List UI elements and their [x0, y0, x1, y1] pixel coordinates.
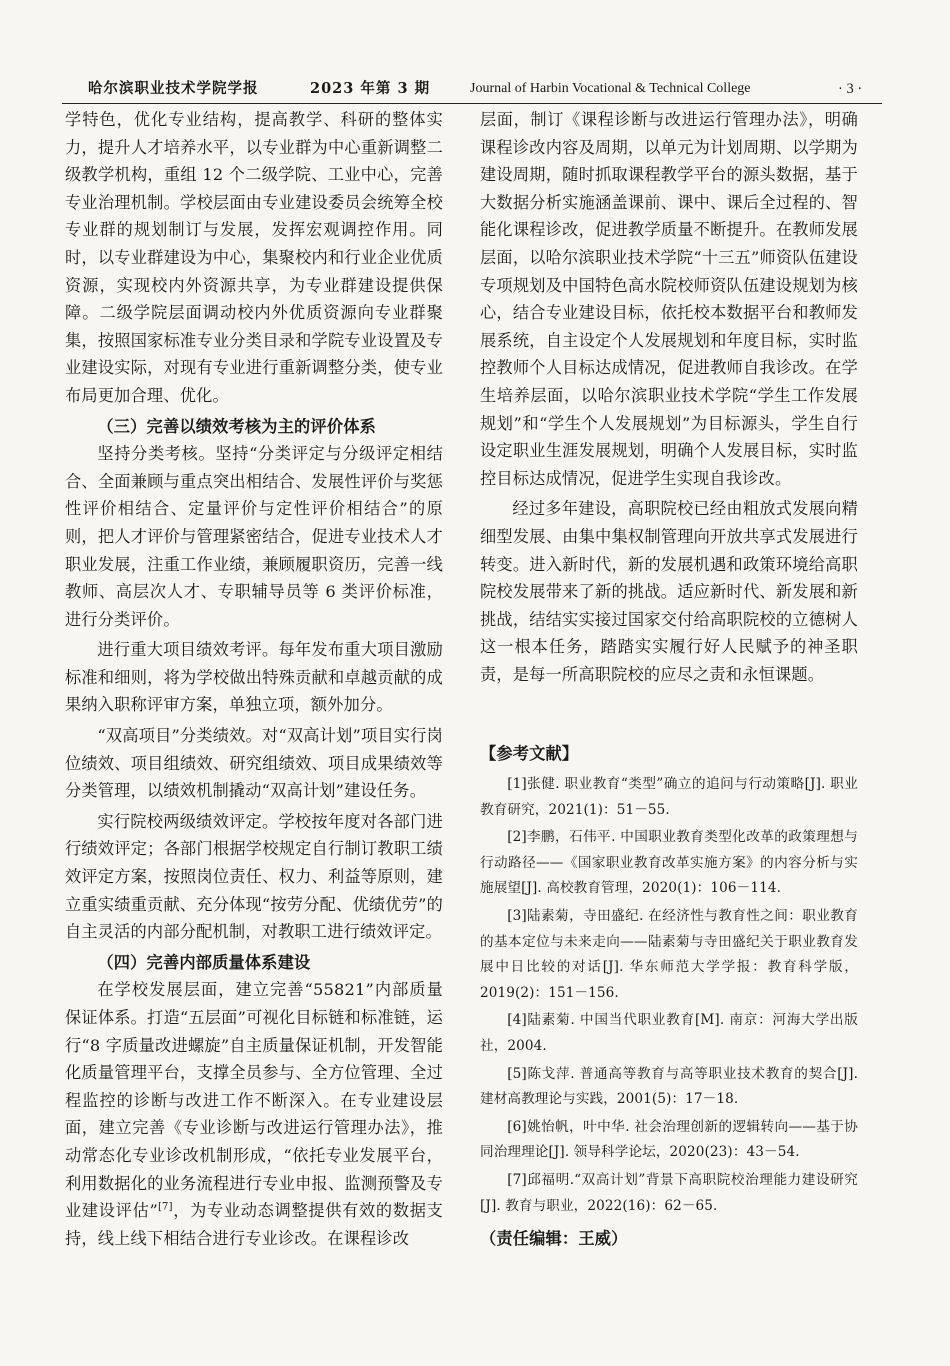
paragraph: “双高项目”分类绩效。对“双高计划”项目实行岗位绩效、项目组绩效、研究组绩效、项目成果绩效等分类管理，以绩效机制撬动“双高计划”建设任务。 [65, 726, 443, 801]
responsible-editor: （责任编辑：王威） [480, 1229, 628, 1249]
reference-item: [4]陆素菊. 中国当代职业教育[M]. 南京：河海大学出版社，2004. [480, 1012, 858, 1054]
section-heading: （三）完善以绩效考核为主的评价体系 [97, 416, 376, 436]
references-heading: 【参考文献】 [480, 744, 579, 764]
reference-item: [2]李鹏，石伟平. 中国职业教育类型化改革的政策理想与行动路径——《国家职业教育改革实施方案》的内容分析与实施展望[J]. 高校教育管理，2020(1)：106－114. [480, 829, 858, 897]
left-column [65, 106, 443, 1252]
reference-item: [3]陆素菊，寺田盛纪. 在经济性与教育性之间：职业教育的基本定位与未来走向——陆素菊与寺田盛纪关于职业教育发展中日比较的对话[J]. 华东师范大学学报：教育科学版，2019(2)：151－156. [480, 908, 858, 1001]
journal-name-en: Journal of Harbin Vocational & Technical College [470, 81, 751, 96]
paragraph [65, 976, 443, 1252]
section-heading: （四）完善内部质量体系建设 [97, 952, 311, 972]
reference-item: [6]姚怡帆，叶中华. 社会治理创新的逻辑转向——基于协同治理理论[J]. 领导科学论坛，2020(23)：43－54. [480, 1118, 858, 1161]
running-header [62, 78, 882, 104]
right-column [480, 106, 858, 1253]
reference-item: [7]邱福明.“双高计划”背景下高职院校治理能力建设研究[J]. 教育与职业，2022(16)：62－65. [480, 1171, 858, 1214]
paragraph: 进行重大项目绩效考评。每年发布重大项目激励标准和细则，将为学校做出特殊贡献和卓越贡献的成果纳入职称评审方案，单独立项，额外加分。 [65, 640, 443, 715]
reference-item: [1]张健. 职业教育“类型”确立的追问与行动策略[J]. 职业教育研究，2021(1)：51－55. [480, 776, 858, 818]
paragraph-text: ，为专业动态调整提供有效的数据支持，线上线下相结合进行专业诊改。在课程诊改 [65, 1201, 444, 1248]
issue-label: 2023 年第 3 期 [310, 80, 431, 97]
paragraph: 坚持分类考核。坚持“分类评定与分级评定相结合、全面兼顾与重点突出相结合、发展性评价与奖惩性评价相结合、定量评价与定性评价相结合”的原则，把人才评价与管理紧密结合，促进专业技术人才职业发展，注重工作业绩，兼顾履职资历，完善一线教师、高层次人才、专职辅导员等 6 类评价标准，进行分类评价。 [65, 444, 443, 629]
page-number: · 3 · [838, 81, 863, 97]
paragraph: 实行院校两级绩效评定。学校按年度对各部门进行绩效评定；各部门根据学校规定自行制订教职工绩效评定方案，按照岗位责任、权力、利益等原则，建立重实绩重贡献、充分体现“按劳分配、优绩优劳”的自主灵活的内部分配机制，对教职工进行绩效评定。 [65, 811, 443, 942]
paragraph-text: 在学校发展层面，建立完善“55821”内部质量保证体系。打造“五层面”可视化目标链和标准链，运行“8 字质量改进螺旋”自主质量保证机制，开发智能化质量管理平台，支撑全员参与、全方位管理、全过程监控的诊断与改进工作不断深入。在专业建设层面，建立完善《专业诊断与改进运行管理办法》，推动常态化专业诊改机制形成，“依托专业发展平台，利用数据化的业务流程进行专业申报、监测预警及专业建设评估” [65, 980, 443, 1221]
journal-name-cn: 哈尔滨职业技术学院学报 [88, 80, 259, 97]
paragraph: 层面，制订《课程诊断与改进运行管理办法》，明确课程诊改内容及周期，以单元为计划周期、以学期为建设周期，随时抓取课程教学平台的源头数据，基于大数据分析实施涵盖课前、课中、课后全过程的、智能化课程诊改，促进教学质量不断提升。在教师发展层面，以哈尔滨职业技术学院“十三五”师资队伍建设专项规划及中国特色高水院校师资队伍建设规划为核心，结合专业建设目标，依托校本数据平台和教师发展系统，自主设定个人发展规划和年度目标，实时监控教师个人目标达成情况，促进教师自我诊改。在学生培养层面，以哈尔滨职业技术学院“学生工作发展规划”和“学生个人发展规划”为目标源头，学生自行设定职业生涯发展规划，明确个人发展目标，实时监控目标达成情况，促进学生实现自我诊改。 [480, 110, 858, 488]
reference-item: [5]陈戈萍. 普通高等教育与高等职业技术教育的契合[J]. 建材高教理论与实践，2001(5)：17－18. [480, 1065, 858, 1108]
citation-marker: [7] [157, 1201, 173, 1213]
paragraph: 学特色，优化专业结构，提高教学、科研的整体实力，提升人才培养水平，以专业群为中心重新调整二级教学机构，重组 12 个二级学院、工业中心，完善专业治理机制。学校层面由专业建设委员会统筹全校专业群的规划制订与发展，发挥宏观调控作用。同时，以专业群建设为中心，集聚校内和行业企业优质资源，实现校内外资源共享，为专业群建设提供保障。二级学院层面调动校内外优质资源向专业群聚集，按照国家标准专业分类目录和学院专业设置及专业建设实际，对现有专业进行重新调整分类，使专业布局更加合理、优化。 [65, 110, 443, 405]
paragraph: 经过多年建设，高职院校已经由粗放式发展向精细型发展、由集中集权制管理向开放共享式发展进行转变。进入新时代，新的发展机遇和政策环境给高职院校发展带来了新的挑战。适应新时代、新发展和新挑战，结结实实接过国家交付给高职院校的立德树人这一根本任务，踏踏实实履行好人民赋予的神圣职责，是每一所高职院校的应尽之责和永恒课题。 [480, 499, 858, 684]
